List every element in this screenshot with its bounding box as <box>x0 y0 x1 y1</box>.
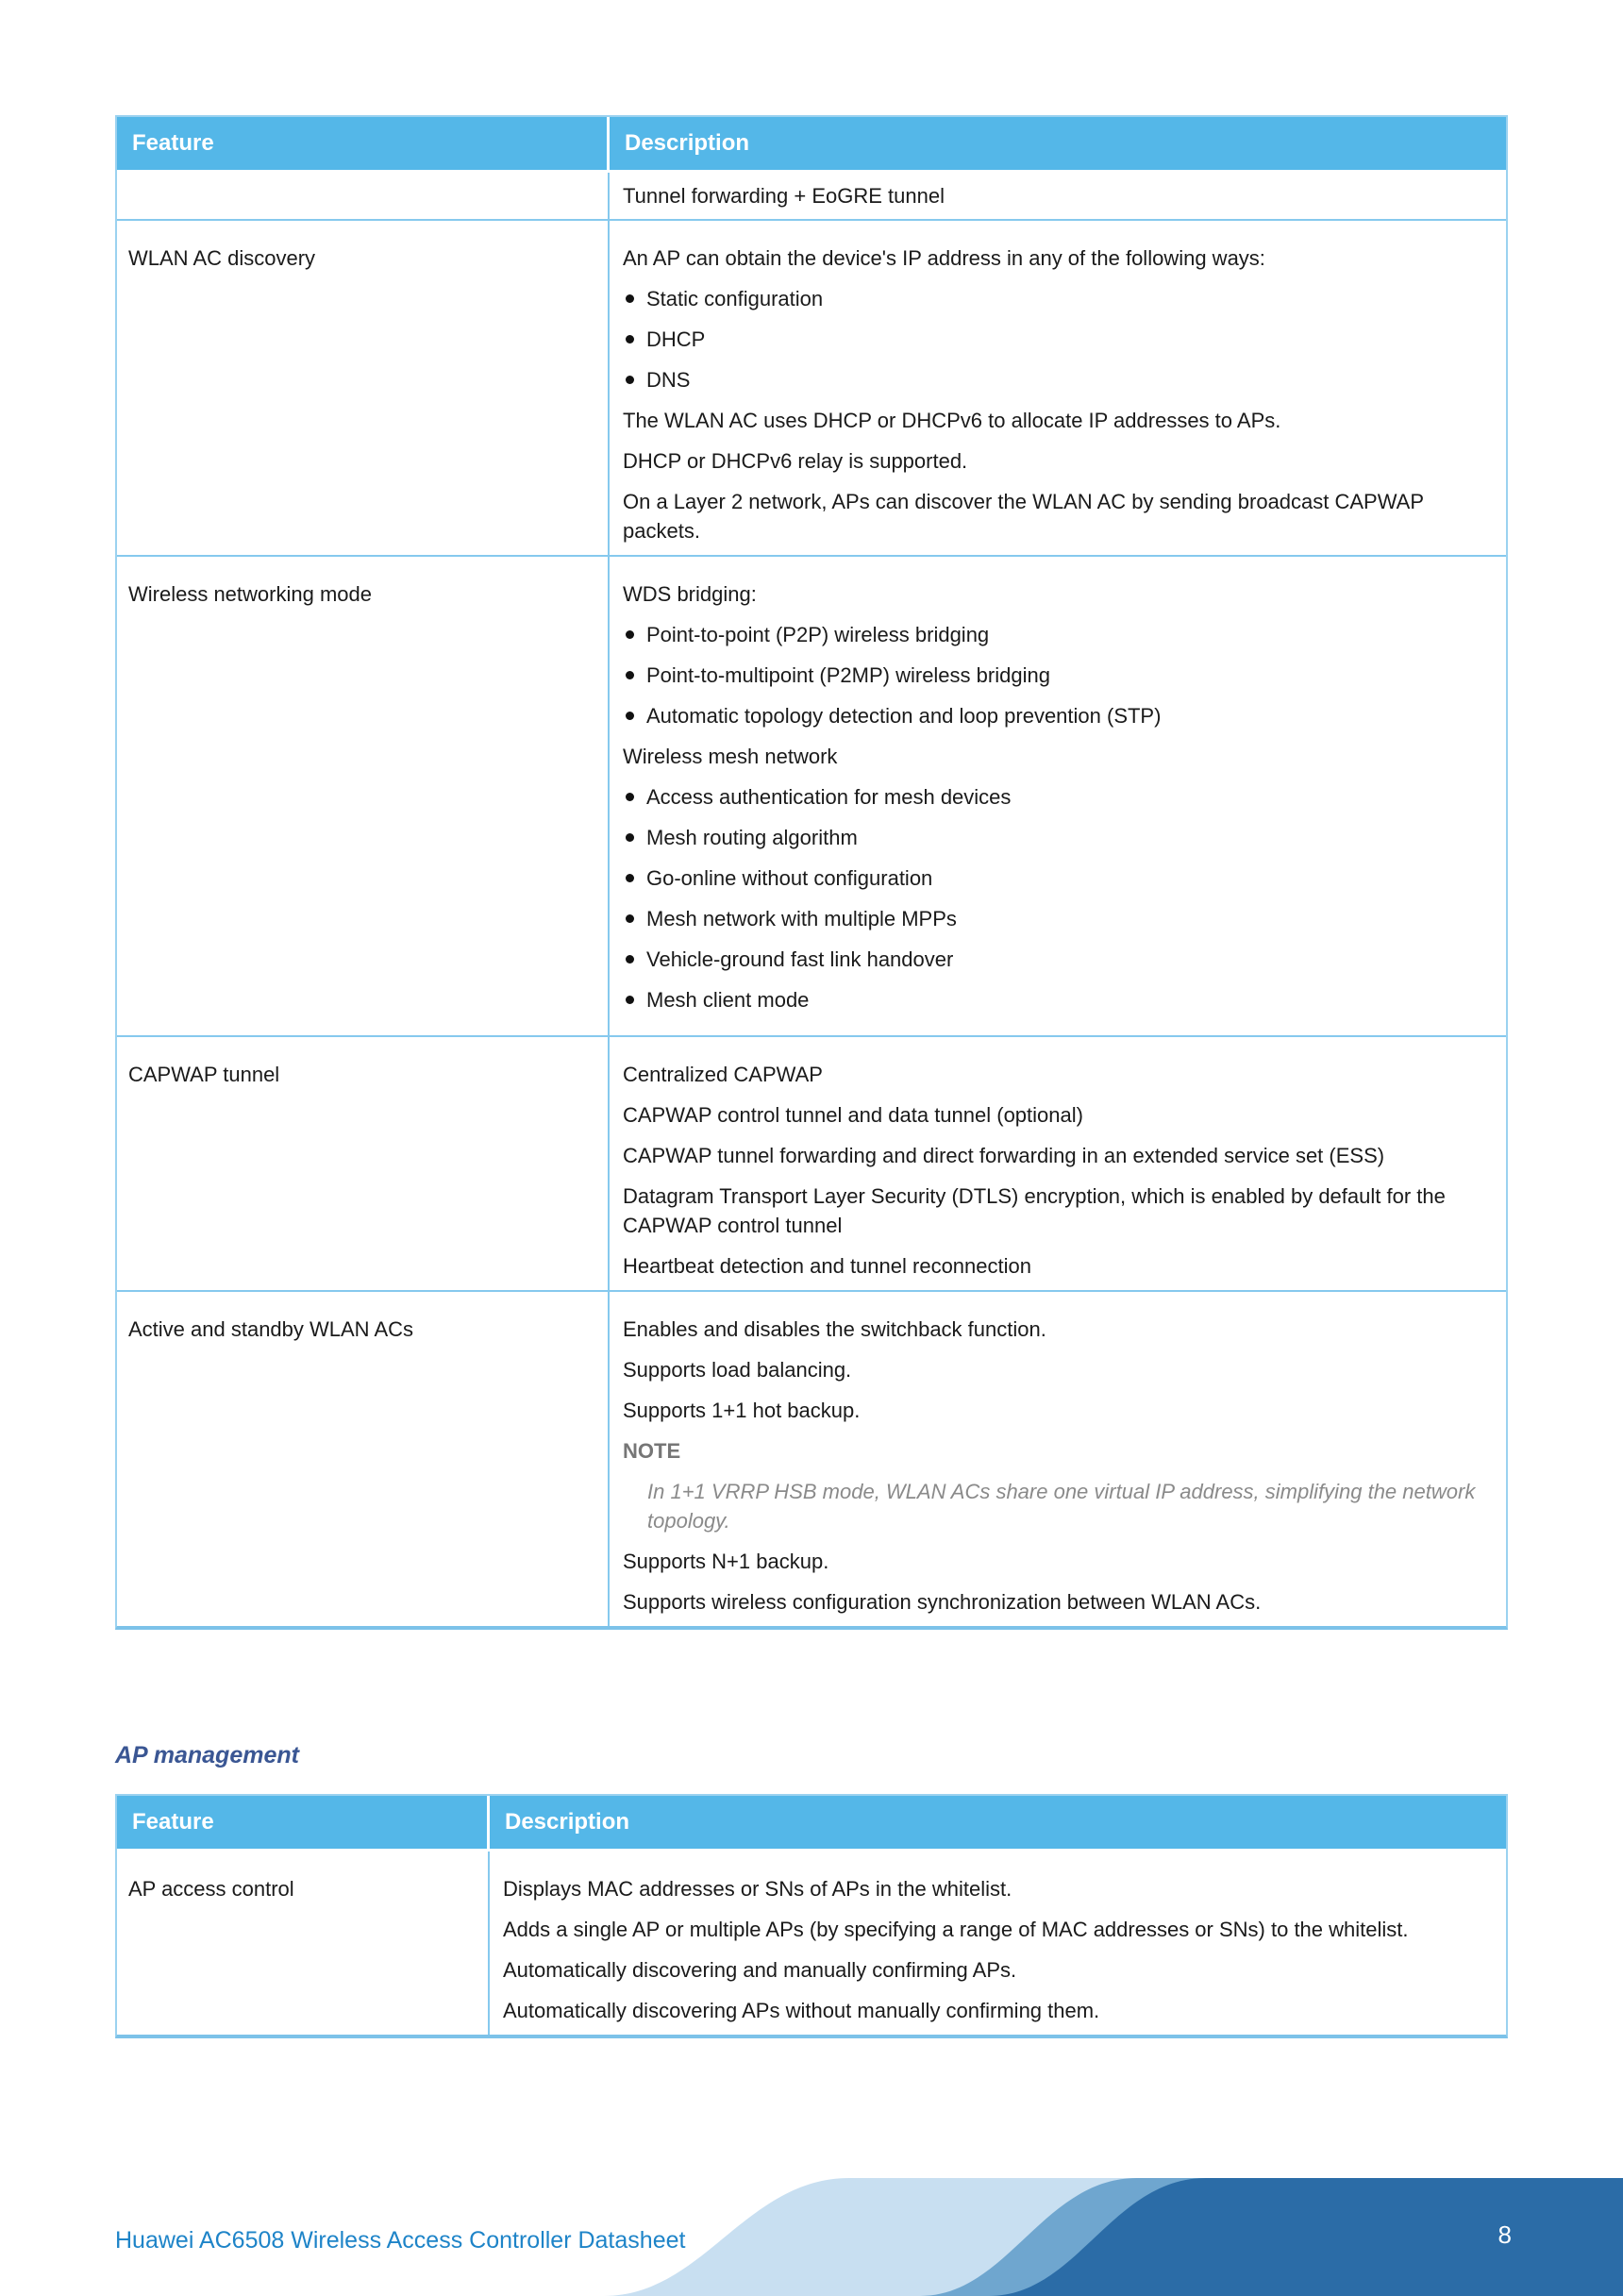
description-paragraph: An AP can obtain the device's IP address in any of the following ways: <box>623 246 1265 270</box>
description-paragraph: Heartbeat detection and tunnel reconnection <box>623 1254 1031 1278</box>
description-paragraph: Supports N+1 backup. <box>623 1550 829 1573</box>
bullet-item: Automatic topology detection and loop prevention (STP) <box>623 701 1487 730</box>
description-paragraph: Datagram Transport Layer Security (DTLS) encryption, which is enabled by default for the CAPWAP control tunnel <box>623 1184 1446 1237</box>
column-header-feature: Feature <box>117 117 610 170</box>
note-label: NOTE <box>623 1439 681 1463</box>
table-row <box>117 1290 1506 1626</box>
feature-table-continued <box>115 115 1508 1630</box>
bullet-item: Access authentication for mesh devices <box>623 782 1487 812</box>
description-paragraph: Supports 1+1 hot backup. <box>623 1399 861 1422</box>
bullet-list <box>623 782 1487 1014</box>
bullet-item: Point-to-point (P2P) wireless bridging <box>623 620 1487 649</box>
footer-wave-graphic <box>0 2145 1623 2296</box>
bullet-list <box>623 620 1487 730</box>
bullet-item: Go-online without configuration <box>623 863 1487 893</box>
description-cell <box>610 1292 1506 1626</box>
feature-table-ap-management <box>115 1794 1508 2038</box>
description-cell <box>610 1037 1506 1290</box>
feature-cell: WLAN AC discovery <box>117 221 610 555</box>
description-paragraph: WDS bridging: <box>623 582 757 606</box>
description-paragraph: Automatically discovering APs without manually confirming them. <box>503 1999 1100 2022</box>
table-row <box>117 1852 1506 2035</box>
description-paragraph: CAPWAP tunnel forwarding and direct forwarding in an extended service set (ESS) <box>623 1144 1385 1167</box>
description-paragraph: Adds a single AP or multiple APs (by specifying a range of MAC addresses or SNs) to the whitelist. <box>503 1918 1409 1941</box>
description-paragraph: Enables and disables the switchback function. <box>623 1317 1046 1341</box>
table-row <box>117 173 1506 219</box>
bullet-item: Point-to-multipoint (P2MP) wireless bridging <box>623 661 1487 690</box>
description-paragraph: Supports wireless configuration synchronization between WLAN ACs. <box>623 1590 1262 1614</box>
feature-cell: CAPWAP tunnel <box>117 1037 610 1290</box>
section-heading-ap-management: AP management <box>115 1742 299 1768</box>
feature-cell <box>117 173 610 219</box>
description-paragraph: CAPWAP control tunnel and data tunnel (optional) <box>623 1103 1083 1127</box>
bullet-item: DHCP <box>623 325 1487 354</box>
page-content <box>115 115 1508 2038</box>
bullet-item: Mesh client mode <box>623 985 1487 1014</box>
column-header-description: Description <box>505 1809 630 1835</box>
table-header-row <box>117 1796 1506 1852</box>
bullet-list <box>623 284 1487 394</box>
description-paragraph: Displays MAC addresses or SNs of APs in the whitelist. <box>503 1877 1012 1901</box>
footer-document-title: Huawei AC6508 Wireless Access Controller Datasheet <box>115 2227 686 2254</box>
table-row <box>117 219 1506 555</box>
column-header-feature: Feature <box>117 1796 490 1849</box>
bullet-item: Mesh network with multiple MPPs <box>623 904 1487 933</box>
table-header-row <box>117 117 1506 173</box>
bullet-item: DNS <box>623 365 1487 394</box>
description-paragraph: Wireless mesh network <box>623 745 838 768</box>
feature-cell: AP access control <box>117 1852 490 2035</box>
description-paragraph: The WLAN AC uses DHCP or DHCPv6 to allocate IP addresses to APs. <box>623 409 1281 432</box>
feature-cell: Active and standby WLAN ACs <box>117 1292 610 1626</box>
description-cell <box>610 557 1506 1035</box>
page-number: 8 <box>1498 2221 1512 2249</box>
column-header-description: Description <box>625 130 750 156</box>
description-cell <box>610 221 1506 555</box>
bullet-item: Static configuration <box>623 284 1487 313</box>
description-cell <box>610 173 1506 219</box>
table-row <box>117 1035 1506 1290</box>
description-paragraph: Supports load balancing. <box>623 1358 852 1382</box>
description-paragraph: On a Layer 2 network, APs can discover the WLAN AC by sending broadcast CAPWAP packets. <box>623 490 1424 543</box>
description-paragraph: Tunnel forwarding + EoGRE tunnel <box>623 184 945 208</box>
description-paragraph: Automatically discovering and manually confirming APs. <box>503 1958 1017 1982</box>
description-paragraph: DHCP or DHCPv6 relay is supported. <box>623 449 968 473</box>
table-row <box>117 555 1506 1035</box>
description-cell <box>490 1852 1506 2035</box>
bullet-item: Mesh routing algorithm <box>623 823 1487 852</box>
description-paragraph: Centralized CAPWAP <box>623 1063 823 1086</box>
bullet-item: Vehicle-ground fast link handover <box>623 945 1487 974</box>
note-text: In 1+1 VRRP HSB mode, WLAN ACs share one virtual IP address, simplifying the network topology. <box>647 1480 1476 1533</box>
feature-cell: Wireless networking mode <box>117 557 610 1035</box>
